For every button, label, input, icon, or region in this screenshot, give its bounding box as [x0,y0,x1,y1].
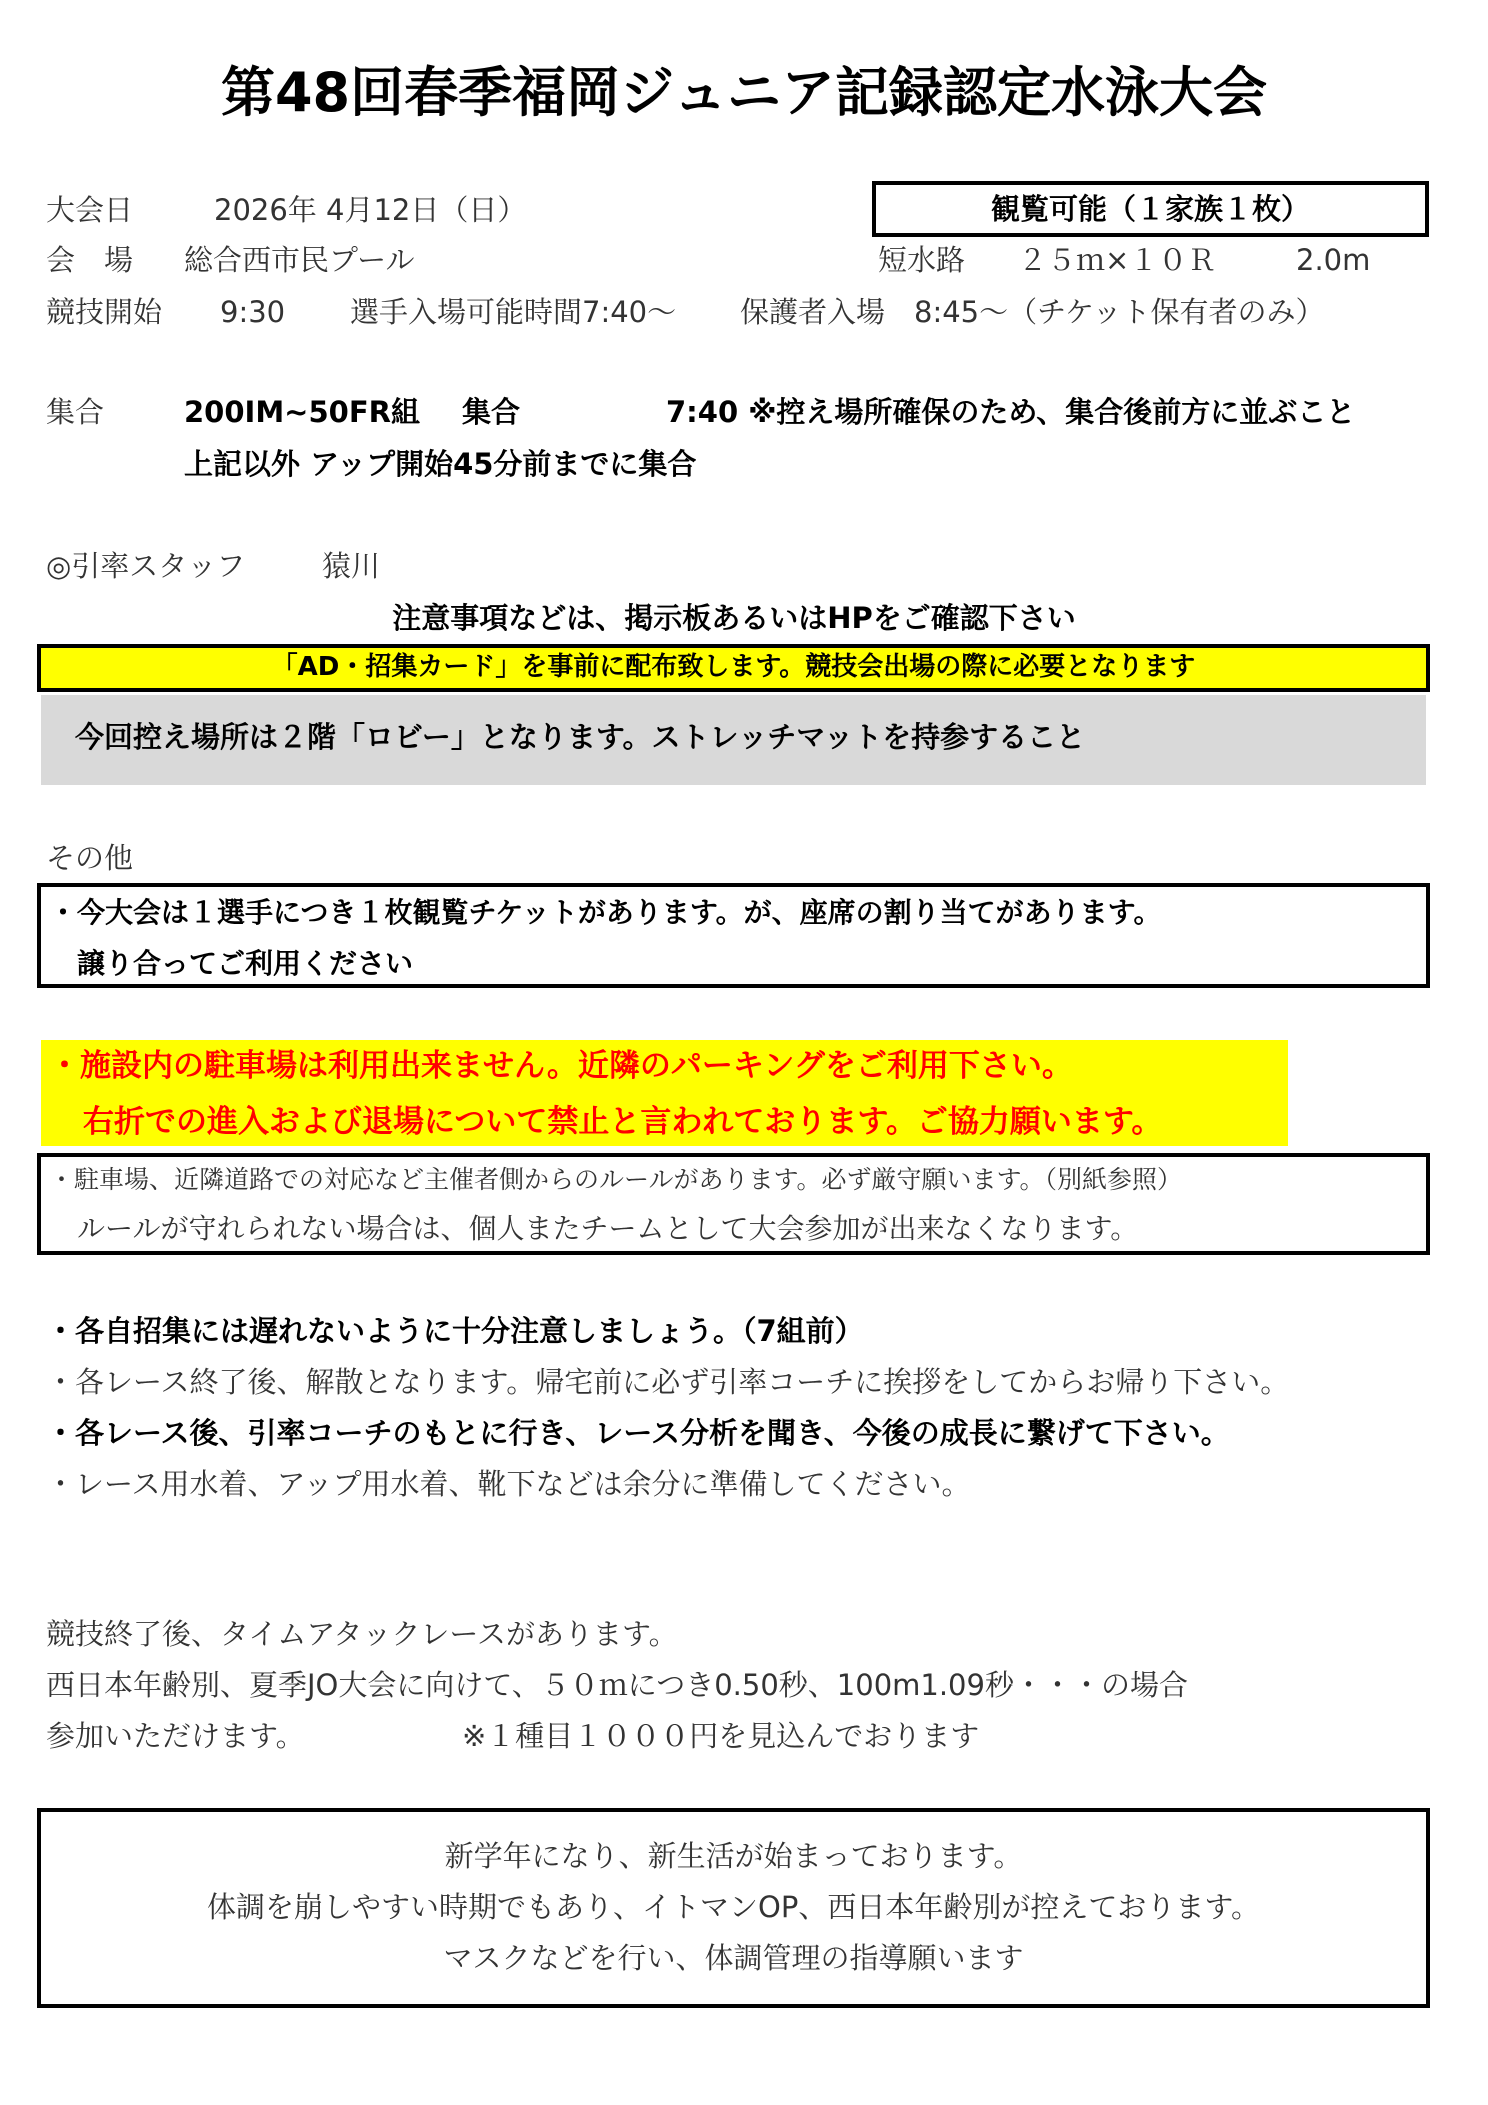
venue-label: 会 場 [46,243,134,277]
venue-value: 総合西市民プール [184,243,415,277]
date-value: 2026年 4月12日（日） [214,193,527,227]
parking-line-2: 右折での進入および退場について禁止と言われております。ご協力願います。 [83,1104,1163,1140]
bullet-item: ・各自招集には遅れないように十分注意しましょう。（7組前） [46,1314,864,1348]
viewing-box [872,181,1429,237]
athlete-entry: 選手入場可能時間7:40～ [350,295,677,329]
viewing-box-text: 観覧可能（１家族１枚） [990,192,1310,226]
ticket-line-1: ・今大会は１選手につき１枚観覧チケットがあります。が、座席の割り当てがあります。 [49,896,1162,929]
rules-line-2: ルールが守れられない場合は、個人またチームとして大会参加が出来なくなります。 [77,1212,1139,1245]
ticket-line-2: 譲り合ってご利用ください [77,947,414,980]
gathering-time-note: 7:40 ※控え場所確保のため、集合後前方に並ぶこと [666,395,1356,429]
gray-notice-box [41,695,1426,785]
time-attack-line-3a: 参加いただけます。 [46,1719,305,1753]
bullet-item: ・各レース終了後、解散となります。帰宅前に必ず引率コーチに挨拶をしてからお帰り下さい。 [46,1365,1290,1399]
bullet-item: ・各レース後、引率コーチのもとに行き、レース分析を聞き、今後の成長に繋げて下さい。 [46,1416,1230,1450]
time-attack-line-1: 競技終了後、タイムアタックレースがあります。 [46,1617,678,1651]
staff-label: ◎引率スタッフ [46,549,246,583]
start-label: 競技開始 [46,295,163,329]
gray-notice-text: 今回控え場所は２階「ロビー」となります。ストレッチマットを持参すること [75,720,1086,754]
start-time: 9:30 [220,295,286,329]
gathering-others: 上記以外 アップ開始45分前までに集合 [184,447,697,481]
pool-type: 短水路 [878,243,966,277]
parking-line-1: ・施設内の駐車場は利用出来ません。近隣のパーキングをご利用下さい。 [49,1048,1073,1084]
closing-line: マスクなどを行い、体調管理の指導願います [443,1941,1024,1975]
page-title: 第48回春季福岡ジュニア記録認定水泳大会 [220,61,1268,124]
time-attack-line-2: 西日本年齢別、夏季JO大会に向けて、５０ｍにつき0.50秒、100m1.09秒・・・の場合 [46,1668,1188,1702]
rules-line-1: ・駐車場、近隣道路での対応など主催者側からのルールがあります。必ず厳守願います。（別紙参照） [49,1165,1183,1194]
date-label: 大会日 [46,193,134,227]
bullet-item: ・レース用水着、アップ用水着、靴下などは余分に準備してください。 [46,1467,971,1501]
closing-box [37,1808,1430,2008]
closing-line: 新学年になり、新生活が始まっております。 [444,1839,1023,1873]
gathering-group: 200IM~50FR組 [184,395,420,429]
time-attack-line-3b: ※１種目１０００円を見込んでおります [462,1719,980,1753]
ticket-box [37,883,1430,988]
staff-name: 猿川 [322,549,381,583]
pool-spec: ２５ｍ×１０Ｒ [1018,243,1217,277]
rules-box [37,1153,1430,1255]
gathering-label: 集合 [46,395,105,429]
guardian-entry: 保護者入場 8:45～（チケット保有者のみ） [740,295,1325,329]
yellow-notice-box [37,644,1430,692]
pool-depth: 2.0m [1296,243,1371,277]
yellow-notice-text: 「AD・招集カード」を事前に配布致します。競技会出場の際に必要となります [271,652,1196,682]
parking-highlight [41,1040,1288,1146]
closing-line: 体調を崩しやすい時期でもあり、イトマンOP、西日本年齢別が控えております。 [207,1890,1260,1924]
check-hp-notice: 注意事項などは、掲示板あるいはHPをご確認下さい [392,601,1076,635]
other-label: その他 [46,841,134,875]
gathering-word: 集合 [462,395,521,429]
